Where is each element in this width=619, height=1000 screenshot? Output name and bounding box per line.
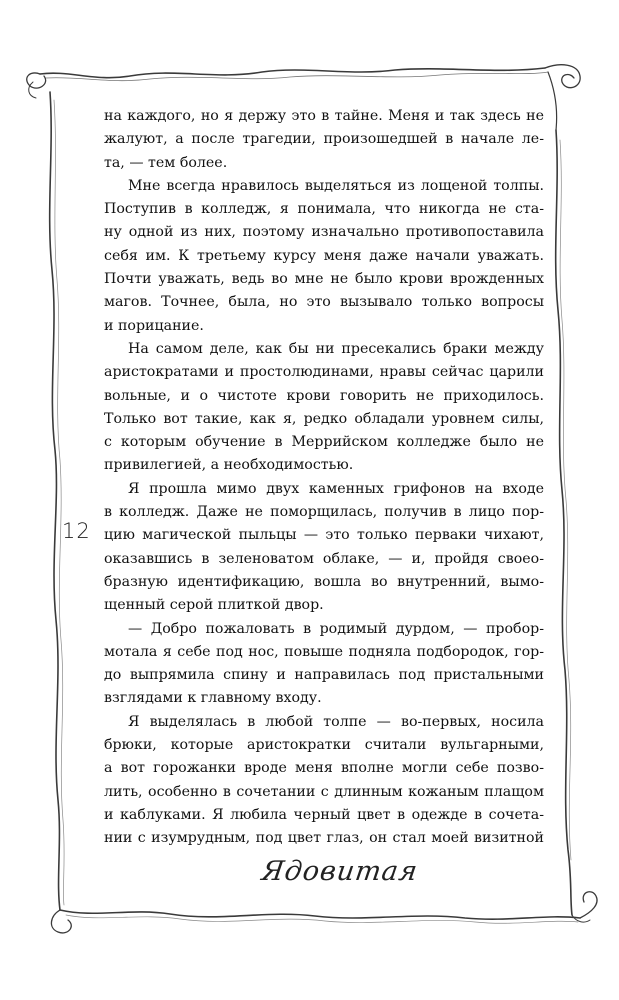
text-line: лить, особенно в сочетании с длинным кожаным плащом — [104, 783, 544, 800]
text-line: бразную идентификацию, вошла во внутренний, вымо- — [104, 573, 544, 590]
text-line: оказавшись в зеленоватом облаке, — и, пройдя своео- — [104, 550, 544, 567]
text-line: На самом деле, как бы ни пресекались браки между — [128, 340, 544, 357]
text-line: вольные, и о чистоте крови говорить не приходилось. — [104, 387, 544, 404]
text-line: Мне всегда нравилось выделяться из лощеной толпы. — [128, 177, 544, 194]
text-line: Только вот такие, как я, редко обладали уровнем силы, — [104, 410, 544, 427]
text-line: брюки, которые аристократки считали вульгарными, — [104, 737, 544, 754]
text-line: Я выделялась в любой толпе — во-первых, носила — [128, 713, 544, 730]
page-number: 12 — [62, 519, 91, 543]
text-line: Я прошла мимо двух каменных грифонов на входе — [128, 480, 544, 497]
text-line: — Добро пожаловать в родимый дурдом, — пробор- — [128, 620, 544, 637]
text-line: себя им. К третьему курсу меня даже начали уважать. — [104, 247, 544, 264]
text-line: щенный серой плиткой двор. — [104, 597, 324, 614]
text-line: нии с изумрудным, под цвет глаз, он стал моей визитной — [104, 830, 544, 847]
text-line: а вот горожанки вроде меня вполне могли себе позво- — [104, 760, 544, 777]
text-line: до выпрямила спину и направилась под пристальными — [104, 667, 544, 684]
text-line: в колледж. Даже не поморщилась, получив в лицо пор- — [104, 504, 544, 521]
text-line: жалуют, а после трагедии, произошедшей в начале ле- — [104, 131, 544, 148]
text-line: аристократами и простолюдинами, нравы сейчас царили — [104, 364, 544, 381]
text-line: та, — тем более. — [104, 154, 228, 171]
text-line: цию магической пыльцы — это только перваки чихают, — [104, 527, 544, 544]
text-line: на каждого, но я держу это в тайне. Меня и так здесь не — [104, 108, 544, 124]
text-line: привилегией, а необходимостью. — [104, 457, 354, 474]
text-line: магов. Точнее, была, но это вызывало только вопросы — [104, 294, 544, 311]
text-line: с которым обучение в Меррийском колледже было не — [104, 434, 544, 451]
text-line: Поступив в колледж, я понимала, что никогда не ста- — [104, 201, 544, 218]
text-line: и порицание. — [104, 317, 204, 334]
text-line: мотала я себе под нос, повыше подняла подбородок, гор- — [104, 643, 544, 660]
body-text — [104, 105, 544, 851]
text-line: и каблуками. Я любила черный цвет в одежде в сочета- — [104, 806, 544, 823]
running-footer-title: Ядовитая — [259, 856, 421, 887]
text-line: взглядами к главному входу. — [104, 690, 322, 707]
text-line: Почти уважать, ведь во мне не было крови врожденных — [104, 271, 544, 288]
text-line: ну одной из них, поэтому изначально противопоставила — [104, 224, 544, 241]
